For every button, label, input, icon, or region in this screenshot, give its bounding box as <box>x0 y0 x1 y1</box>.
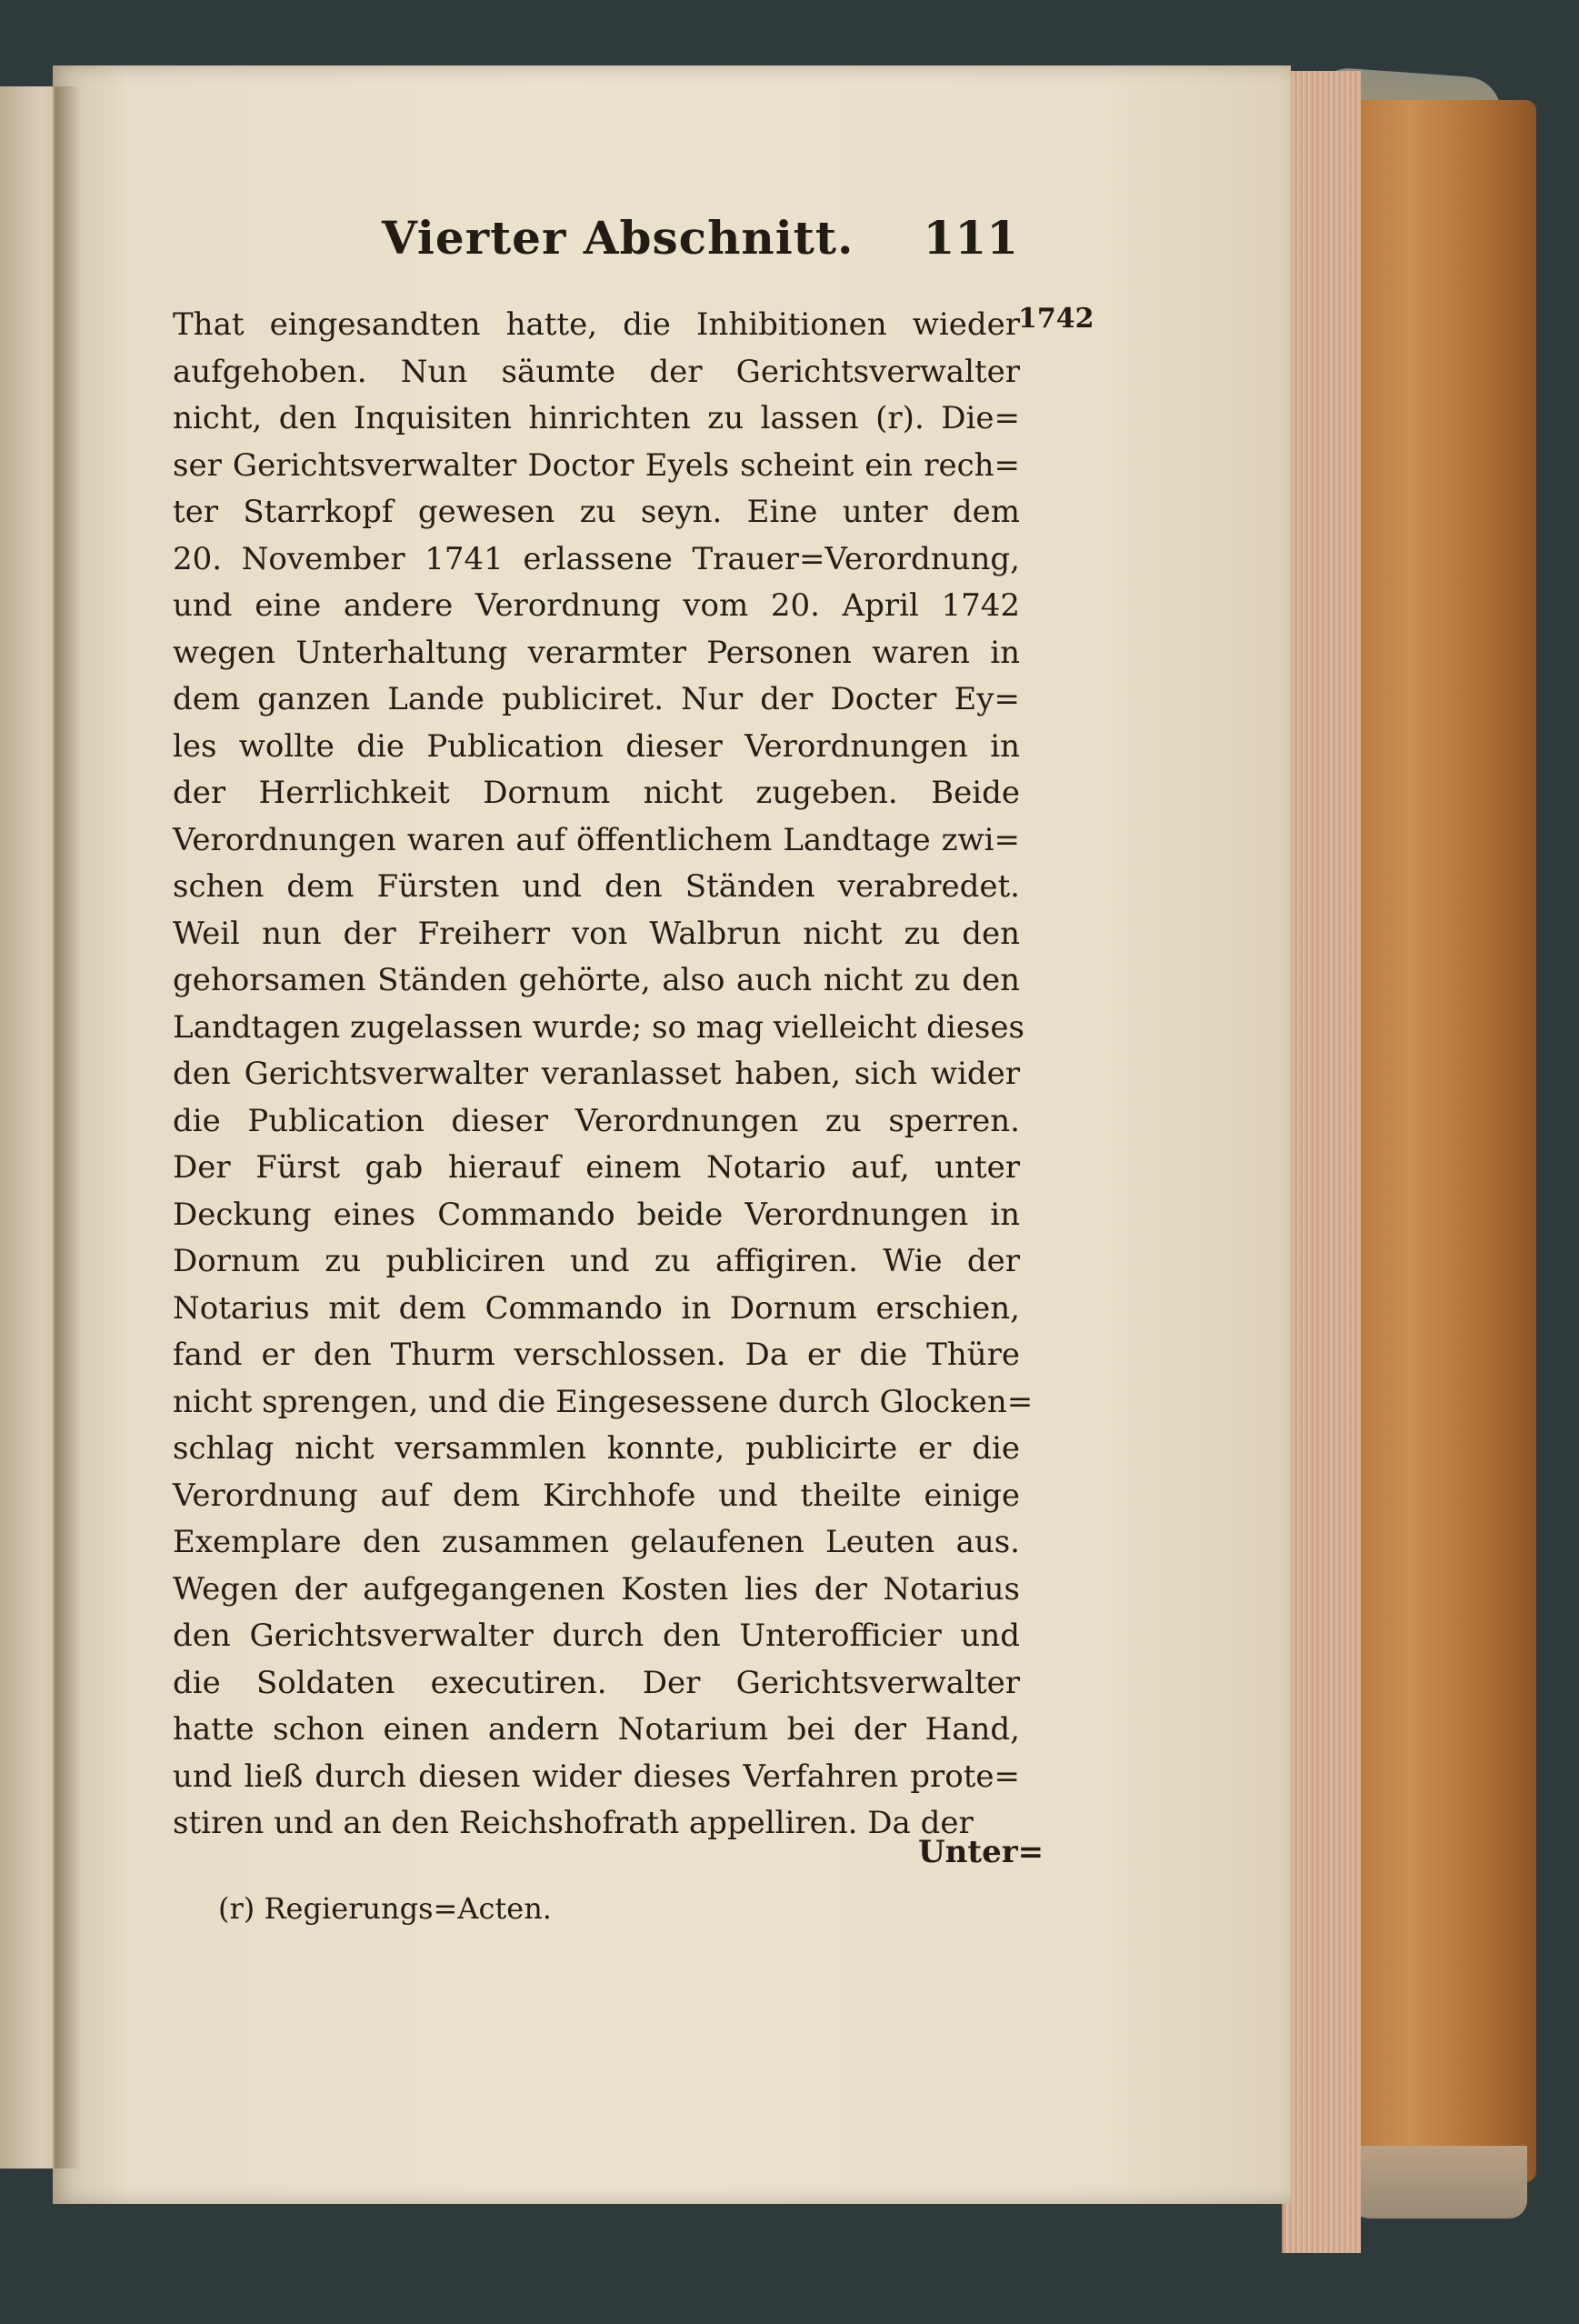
page-number: 111 <box>923 211 1018 265</box>
page-edges <box>1282 71 1361 2253</box>
gutter-shadow <box>55 86 82 2169</box>
text-line: Notarius mit dem Commando in Dornum erschien, <box>173 1289 1020 1327</box>
text-line: ser Gerichtsverwalter Doctor Eyels scheint ein rech= <box>173 446 1020 484</box>
text-line: dem ganzen Lande publiciret. Nur der Docter Ey= <box>173 681 1020 717</box>
running-head: Vierter Abschnitt. <box>382 211 854 265</box>
book-cover-bottom <box>1336 2146 1527 2219</box>
text-line: der Herrlichkeit Dornum nicht zugeben. Beide <box>173 775 1020 811</box>
footnote: (r) Regierungs=Acten. <box>218 1891 552 1926</box>
text-line: Deckung eines Commando beide Verordnungen in <box>173 1196 1020 1233</box>
text-line: Exemplare den zusammen gelaufenen Leuten aus. <box>173 1524 1020 1560</box>
catchword: Unter= <box>918 1834 1044 1870</box>
text-line: wegen Unterhaltung verarmter Personen waren in <box>173 634 1020 671</box>
text-line: Verordnungen waren auf öffentlichem Landtage zwi= <box>173 821 1020 858</box>
text-line: aufgehoben. Nun säumte der Gerichtsverwalter <box>173 353 1020 390</box>
text-line: den Gerichtsverwalter veranlasset haben, sich wider <box>173 1056 1020 1092</box>
text-line: nicht, den Inquisiten hinrichten zu lassen (r). Die= <box>173 400 1020 436</box>
page-header <box>382 211 1018 275</box>
text-line: die Soldaten executiren. Der Gerichtsverwalter <box>173 1664 1020 1701</box>
text-line: Wegen der aufgegangenen Kosten lies der Notarius <box>173 1570 1020 1608</box>
text-line: die Publication dieser Verordnungen zu sperren. <box>173 1102 1020 1139</box>
text-line: Der Fürst gab hierauf einem Notario auf, unter <box>173 1149 1020 1186</box>
body-text <box>173 302 1034 1848</box>
text-line: fand er den Thurm verschlossen. Da er die Thüre <box>173 1337 1020 1373</box>
text-line: nicht sprengen, und die Eingesessene durch Glocken= <box>173 1383 1034 1420</box>
text-line: Verordnung auf dem Kirchhofe und theilte einige <box>173 1477 1020 1514</box>
text-line: schen dem Fürsten und den Ständen verabredet. <box>173 868 1020 905</box>
text-line: ter Starrkopf gewesen zu seyn. Eine unter dem <box>173 494 1020 530</box>
text-line: hatte schon einen andern Notarium bei der Hand, <box>173 1711 1020 1748</box>
text-line: gehorsamen Ständen gehörte, also auch nicht zu den <box>173 962 1020 998</box>
text-line: Weil nun der Freiherr von Walbrun nicht zu den <box>173 915 1020 952</box>
text-line: les wollte die Publication dieser Verordnungen in <box>173 727 1020 765</box>
text-line: stiren und an den Reichshofrath appelliren. Da der <box>173 1805 974 1841</box>
text-line: That eingesandten hatte, die Inhibitionen wieder <box>173 306 1020 343</box>
text-line: schlag nicht versammlen konnte, publicirte er die <box>173 1430 1020 1467</box>
book-cover-edge <box>1354 100 1536 2182</box>
text-line: Landtagen zugelassen wurde; so mag vielleicht dieses <box>173 1008 1024 1046</box>
text-line: und ließ durch diesen wider dieses Verfahren prote= <box>173 1758 1020 1795</box>
text-line: 20. November 1741 erlassene Trauer=Verordnung, <box>173 540 1020 577</box>
text-line: und eine andere Verordnung vom 20. April 1742 <box>173 587 1020 624</box>
margin-year-note: 1742 <box>1018 303 1094 335</box>
text-line: den Gerichtsverwalter durch den Unterofficier und <box>173 1618 1020 1654</box>
text-line: Dornum zu publiciren und zu affigiren. Wie der <box>173 1243 1020 1279</box>
